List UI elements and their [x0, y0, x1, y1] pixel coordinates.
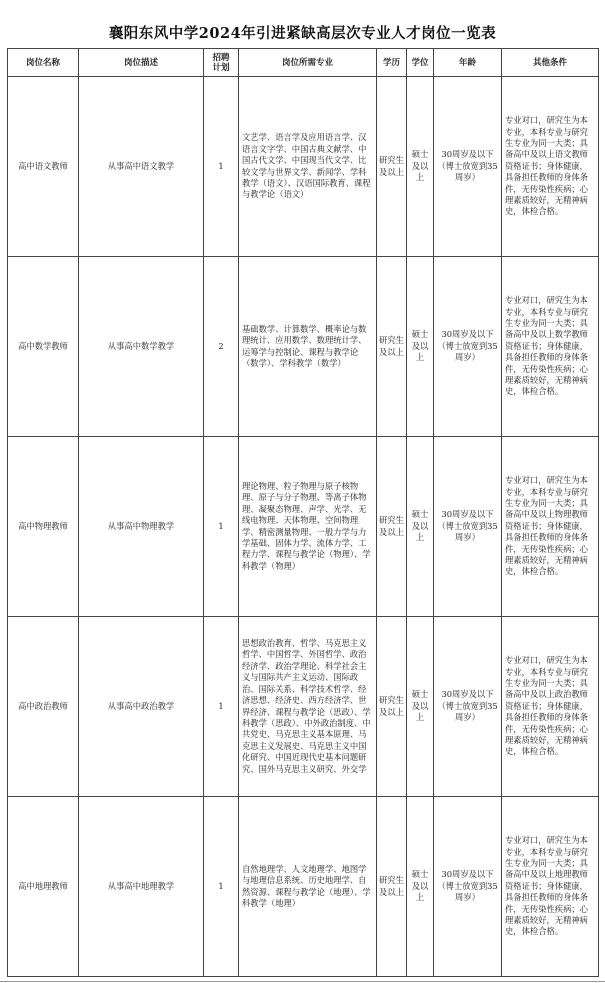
age-cell: 30周岁及以下（博士放宽到35周岁） — [434, 437, 502, 617]
education-cell: 研究生及以上 — [377, 437, 407, 617]
education-cell: 研究生及以上 — [377, 257, 407, 437]
page-bottom-divider — [0, 981, 605, 982]
position-desc-cell: 从事高中政治教学 — [79, 617, 204, 797]
table-header-row — [8, 49, 599, 77]
plan-cell: 2 — [204, 257, 239, 437]
position-name-cell: 高中数学教师 — [8, 257, 79, 437]
major-cell: 自然地理学、人文地理学、地图学与地理信息系统、历史地理学、自然资源、课程与教学论（地理）、学科教学（地理） — [239, 797, 377, 977]
header-position-name: 岗位名称 — [8, 49, 79, 77]
positions-table — [7, 48, 599, 977]
major-cell: 思想政治教育、哲学、马克思主义哲学、中国哲学、外国哲学、政治经济学、政治学理论、科学社会主义与国际共产主义运动、国际政治、国际关系、科学技术哲学、经济思想、经济史、西方经济学、世界经济、课程与教学论（思政）、学科教学（思政）、中外政治制度、中共党史、马克思主义基本原理、马克思主义发展史、马克思主义中国化研究、中国近现代史基本问题研究、国外马克思主义研究、外交学 — [239, 617, 377, 797]
degree-cell: 硕士及以上 — [407, 77, 434, 257]
other-conditions-cell: 专业对口，研究生为本专业，本科专业与研究生专业为同一大类；具备高中及以上数学教师资格证书；身体健康，具备担任教师的身体条件，无传染性疾病；心理素质较好，无精神病史，体检合格。 — [502, 257, 599, 437]
position-name-cell: 高中语文教师 — [8, 77, 79, 257]
degree-cell: 硕士及以上 — [407, 257, 434, 437]
plan-cell: 1 — [204, 77, 239, 257]
degree-cell: 硕士及以上 — [407, 617, 434, 797]
table-row — [8, 797, 599, 977]
age-cell: 30周岁及以下（博士放宽到35周岁） — [434, 257, 502, 437]
major-cell: 基础数学、计算数学、概率论与数理统计、应用数学、数理统计学、运筹学与控制论、课程与教学论（数学）、学科教学（数学） — [239, 257, 377, 437]
page-title: 襄阳东风中学2024年引进紧缺高层次专业人才岗位一览表 — [108, 25, 497, 42]
header-age: 年龄 — [434, 49, 502, 77]
table-row — [8, 617, 599, 797]
degree-cell: 硕士及以上 — [407, 797, 434, 977]
position-desc-cell: 从事高中物理教学 — [79, 437, 204, 617]
table-row — [8, 437, 599, 617]
position-name-cell: 高中地理教师 — [8, 797, 79, 977]
position-desc-cell: 从事高中数学教学 — [79, 257, 204, 437]
major-cell: 理论物理、粒子物理与原子核物理、原子与分子物理、等离子体物理、凝聚态物理、声学、光学、无线电物理、天体物理、空间物理学、精密测量物理、一般力学与力学基础、固体力学、流体力学、工程力学、课程与教学论（物理）、学科教学（物理） — [239, 437, 377, 617]
major-cell: 文艺学、语言学及应用语言学、汉语言文字学、中国古典文献学、中国古代文学、中国现当代文学、比较文学与世界文学、新闻学、学科教学（语文）、汉语国际教育、课程与教学论（语文） — [239, 77, 377, 257]
plan-cell: 1 — [204, 437, 239, 617]
age-cell: 30周岁及以下（博士放宽到35周岁） — [434, 77, 502, 257]
age-cell: 30周岁及以下（博士放宽到35周岁） — [434, 797, 502, 977]
education-cell: 研究生及以上 — [377, 617, 407, 797]
degree-cell: 硕士及以上 — [407, 437, 434, 617]
table-row — [8, 77, 599, 257]
header-hiring-plan: 招聘 计划 — [204, 49, 239, 77]
plan-cell: 1 — [204, 617, 239, 797]
header-degree: 学位 — [407, 49, 434, 77]
education-cell: 研究生及以上 — [377, 77, 407, 257]
position-desc-cell: 从事高中地理教学 — [79, 797, 204, 977]
other-conditions-cell: 专业对口，研究生为本专业，本科专业与研究生专业为同一大类；具备高中及以上物理教师资格证书；身体健康，具备担任教师的身体条件，无传染性疾病；心理素质较好，无精神病史，体检合格。 — [502, 437, 599, 617]
position-desc-cell: 从事高中语文教学 — [79, 77, 204, 257]
plan-cell: 1 — [204, 797, 239, 977]
education-cell: 研究生及以上 — [377, 797, 407, 977]
other-conditions-cell: 专业对口，研究生为本专业，本科专业与研究生专业为同一大类；具备高中及以上地理教师资格证书；身体健康，具备担任教师的身体条件，无传染性疾病；心理素质较好，无精神病史，体检合格。 — [502, 797, 599, 977]
other-conditions-cell: 专业对口，研究生为本专业，本科专业与研究生专业为同一大类；具备高中及以上政治教师资格证书；身体健康，具备担任教师的身体条件，无传染性疾病；心理素质较好，无精神病史，体检合格。 — [502, 617, 599, 797]
header-other-conditions: 其他条件 — [502, 49, 599, 77]
header-required-major: 岗位所需专业 — [239, 49, 377, 77]
table-row — [8, 257, 599, 437]
age-cell: 30周岁及以下（博士放宽到35周岁） — [434, 617, 502, 797]
position-name-cell: 高中物理教师 — [8, 437, 79, 617]
header-education: 学历 — [377, 49, 407, 77]
position-name-cell: 高中政治教师 — [8, 617, 79, 797]
other-conditions-cell: 专业对口，研究生为本专业，本科专业与研究生专业为同一大类；具备高中及以上语文教师资格证书；身体健康，具备担任教师的身体条件，无传染性疾病；心理素质较好，无精神病史，体检合格。 — [502, 77, 599, 257]
header-position-description: 岗位描述 — [79, 49, 204, 77]
